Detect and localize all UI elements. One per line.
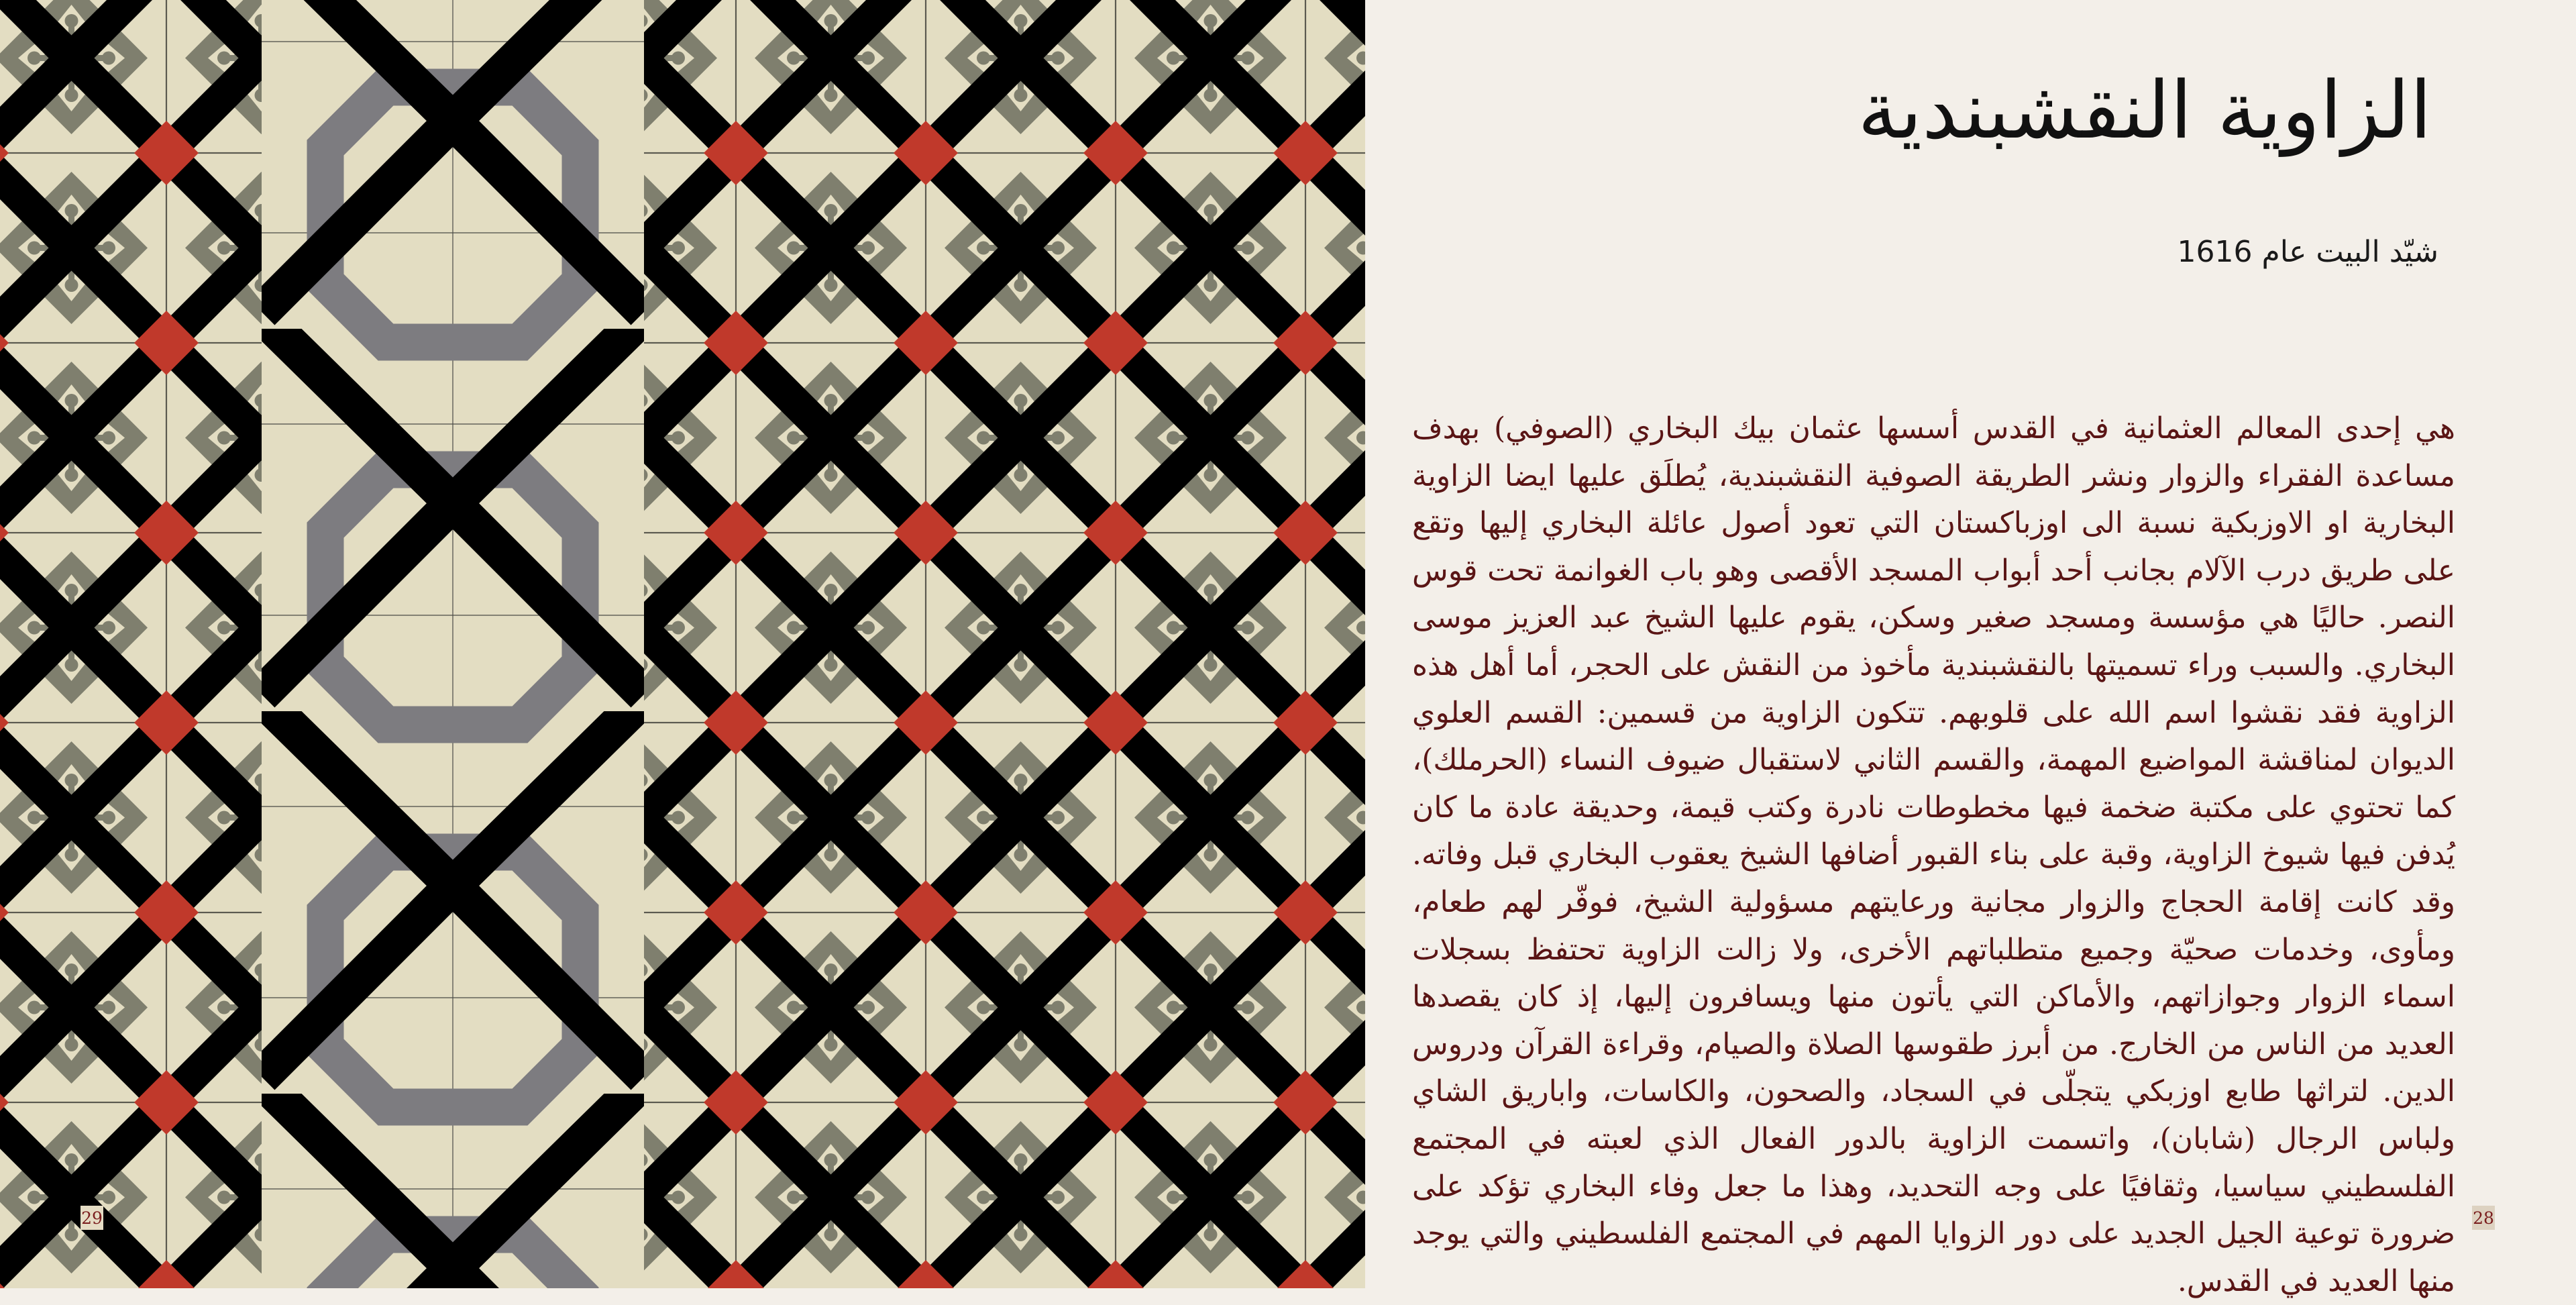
page-number-left: 29 [80, 1206, 103, 1230]
tile-border-column [262, 0, 644, 1288]
text-page [1365, 0, 2576, 1298]
page-number-right: 28 [2472, 1206, 2495, 1230]
body-text: هي إحدى المعالم العثمانية في القدس أسسها عثمان بيك البخاري (الصوفي) بهدف مساعدة الفقراء والزوار ونشر الطريقة الصوفية النقشبندية، يُطلَق عليها ايضا الزاوية البخارية او الاوزبكية نسبة الى اوزباكستان التي تعود أصول عائلة البخاري إليها وتقع على طريق درب الآلام بجانب أحد أبواب المسجد الأقصى وهو باب الغوانمة تحت قوس النصر. حاليًا هي مؤسسة ومسجد صغير وسكن، يقوم عليها الشيخ عبد العزيز موسى البخاري. والسبب وراء تسميتها بالنقشبندية مأخوذ من النقش على الحجر، أما أهل هذه الزاوية فقد نقشوا اسم الله على قلوبهم. تتكون الزاوية من قسمين: القسم العلوي الديوان لمناقشة المواضيع المهمة، والقسم الثاني لاستقبال ضيوف النساء (الحرملك)، كما تحتوي على مكتبة ضخمة فيها مخطوطات نادرة وكتب قيمة، وحديقة عادة ما كان يُدفن فيها شيوخ الزاوية، وقبة على بناء القبور أضافها الشيخ يعقوب البخاري قبل وفاته. وقد كانت إقامة الحجاج والزوار مجانية ورعايتهم مسؤولية الشيخ، فوفّر لهم طعام، ومأوى، وخدمات صحيّة وجميع متطلباتهم الأخرى، ولا زالت الزاوية تحتفظ بسجلات اسماء الزوار وجوازاتهم، والأماكن التي يأتون منها ويسافرون إليها، إذ كان يقصدها العديد من الناس من الخارج. من أبرز طقوسها الصلاة والصيام، وقراءة القرآن ودروس الدين. لتراثها طابع اوزبكي يتجلّى في السجاد، والصحون، والكاسات، واباريق الشاي ولباس الرجال (شابان)، واتسمت الزاوية بالدور الفعال الذي لعبته في المجتمع الفلسطيني سياسيا، وثقافيًا على وجه التحديد، وهذا ما جعل وفاء البخاري تؤكد على ضرورة توعية الجيل الجديد على دور الزوايا المهم في المجتمع الفلسطيني والتي يوجد منها العديد في القدس. [1412, 411, 2456, 1298]
subtitle: شيّد البيت عام 1616 [2177, 235, 2438, 269]
page-title: الزاوية النقشبندية [1858, 64, 2432, 156]
